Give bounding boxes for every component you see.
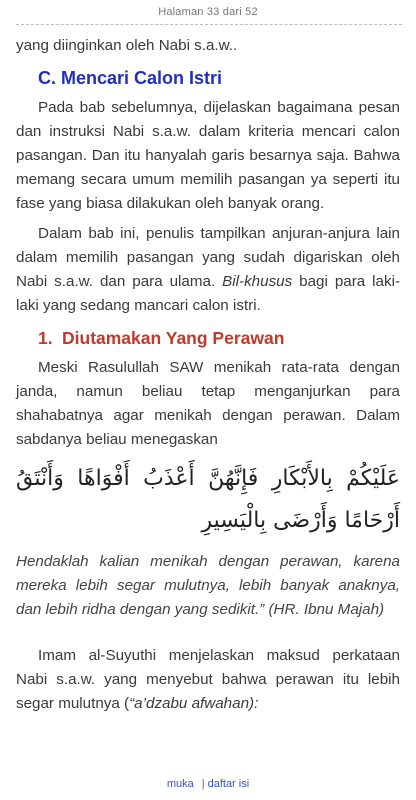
hadith-translation-quote: Hendaklah kalian menikah dengan perawan, karena mereka lebih segar mulutnya, lebih banyak anaknya, dan lebih ridha dengan yang sedikit.” (HR. Ibnu Majah) <box>16 553 400 618</box>
sub-heading-number: 1. <box>38 328 53 348</box>
paragraph-2-tail: bagi para laki-laki yang sedang mancari calon istri. <box>16 273 401 314</box>
paragraph-4-text: Imam al-Suyuthi menjelaskan maksud perkataan Nabi s.a.w. yang menyebut bahwa perawan itu lebih segar mulutnya ( <box>16 647 400 712</box>
footer-separator: | <box>201 778 205 790</box>
paragraph-2-text: Dalam bab ini, penulis tampilkan anjuran-anjura lain dalam memilih pasangan yang sudah digariskan oleh Nabi s.a.w. dan para ulama. <box>16 225 400 290</box>
sub-heading <box>38 324 400 352</box>
home-link[interactable]: muka <box>166 778 194 790</box>
paragraph-2-italic: Bil-khusus <box>222 273 293 290</box>
paragraph-3: Meski Rasulullah SAW menikah rata-rata dengan janda, namun beliau tetap menganjurkan para shahabatnya agar menikah dengan perawan. Dalam sabdanya beliau menegaskan <box>16 359 400 448</box>
paragraph-4-italic: “a’dzabu afwahan): <box>129 695 259 712</box>
continuation-text: yang diinginkan oleh Nabi s.a.w.. <box>16 37 238 54</box>
section-heading: C. Mencari Calon Istri <box>38 68 223 88</box>
page-indicator: Halaman 33 dari 52 <box>158 6 258 18</box>
page-body <box>16 34 400 716</box>
table-of-contents-link[interactable]: daftar isi <box>207 778 250 790</box>
arabic-hadith: عَلَيْكُمْ بِالأَبْكَارِ فَإِنَّهُنَّ أَعْذَبُ أَفْوَاهًا وَأَنْتَقُ أَرْحَامًا وَأَرْضَى بِالْيَسِيرِ <box>16 466 400 533</box>
paragraph-4 <box>16 644 400 716</box>
header-divider <box>16 24 402 25</box>
sub-heading-text: Diutamakan Yang Perawan <box>62 328 285 348</box>
paragraph-1: Pada bab sebelumnya, dijelaskan bagaimana pesan dan instruksi Nabi s.a.w. dalam kriteria mencari calon pasangan. Dan itu hanyalah garis besarnya saja. Bahwa memang secara umum memilih pasangan ya seperti itu fase yang biasa dilakukan oleh banyak orang. <box>16 99 400 212</box>
paragraph-2 <box>16 222 400 318</box>
page-footer <box>0 778 416 790</box>
